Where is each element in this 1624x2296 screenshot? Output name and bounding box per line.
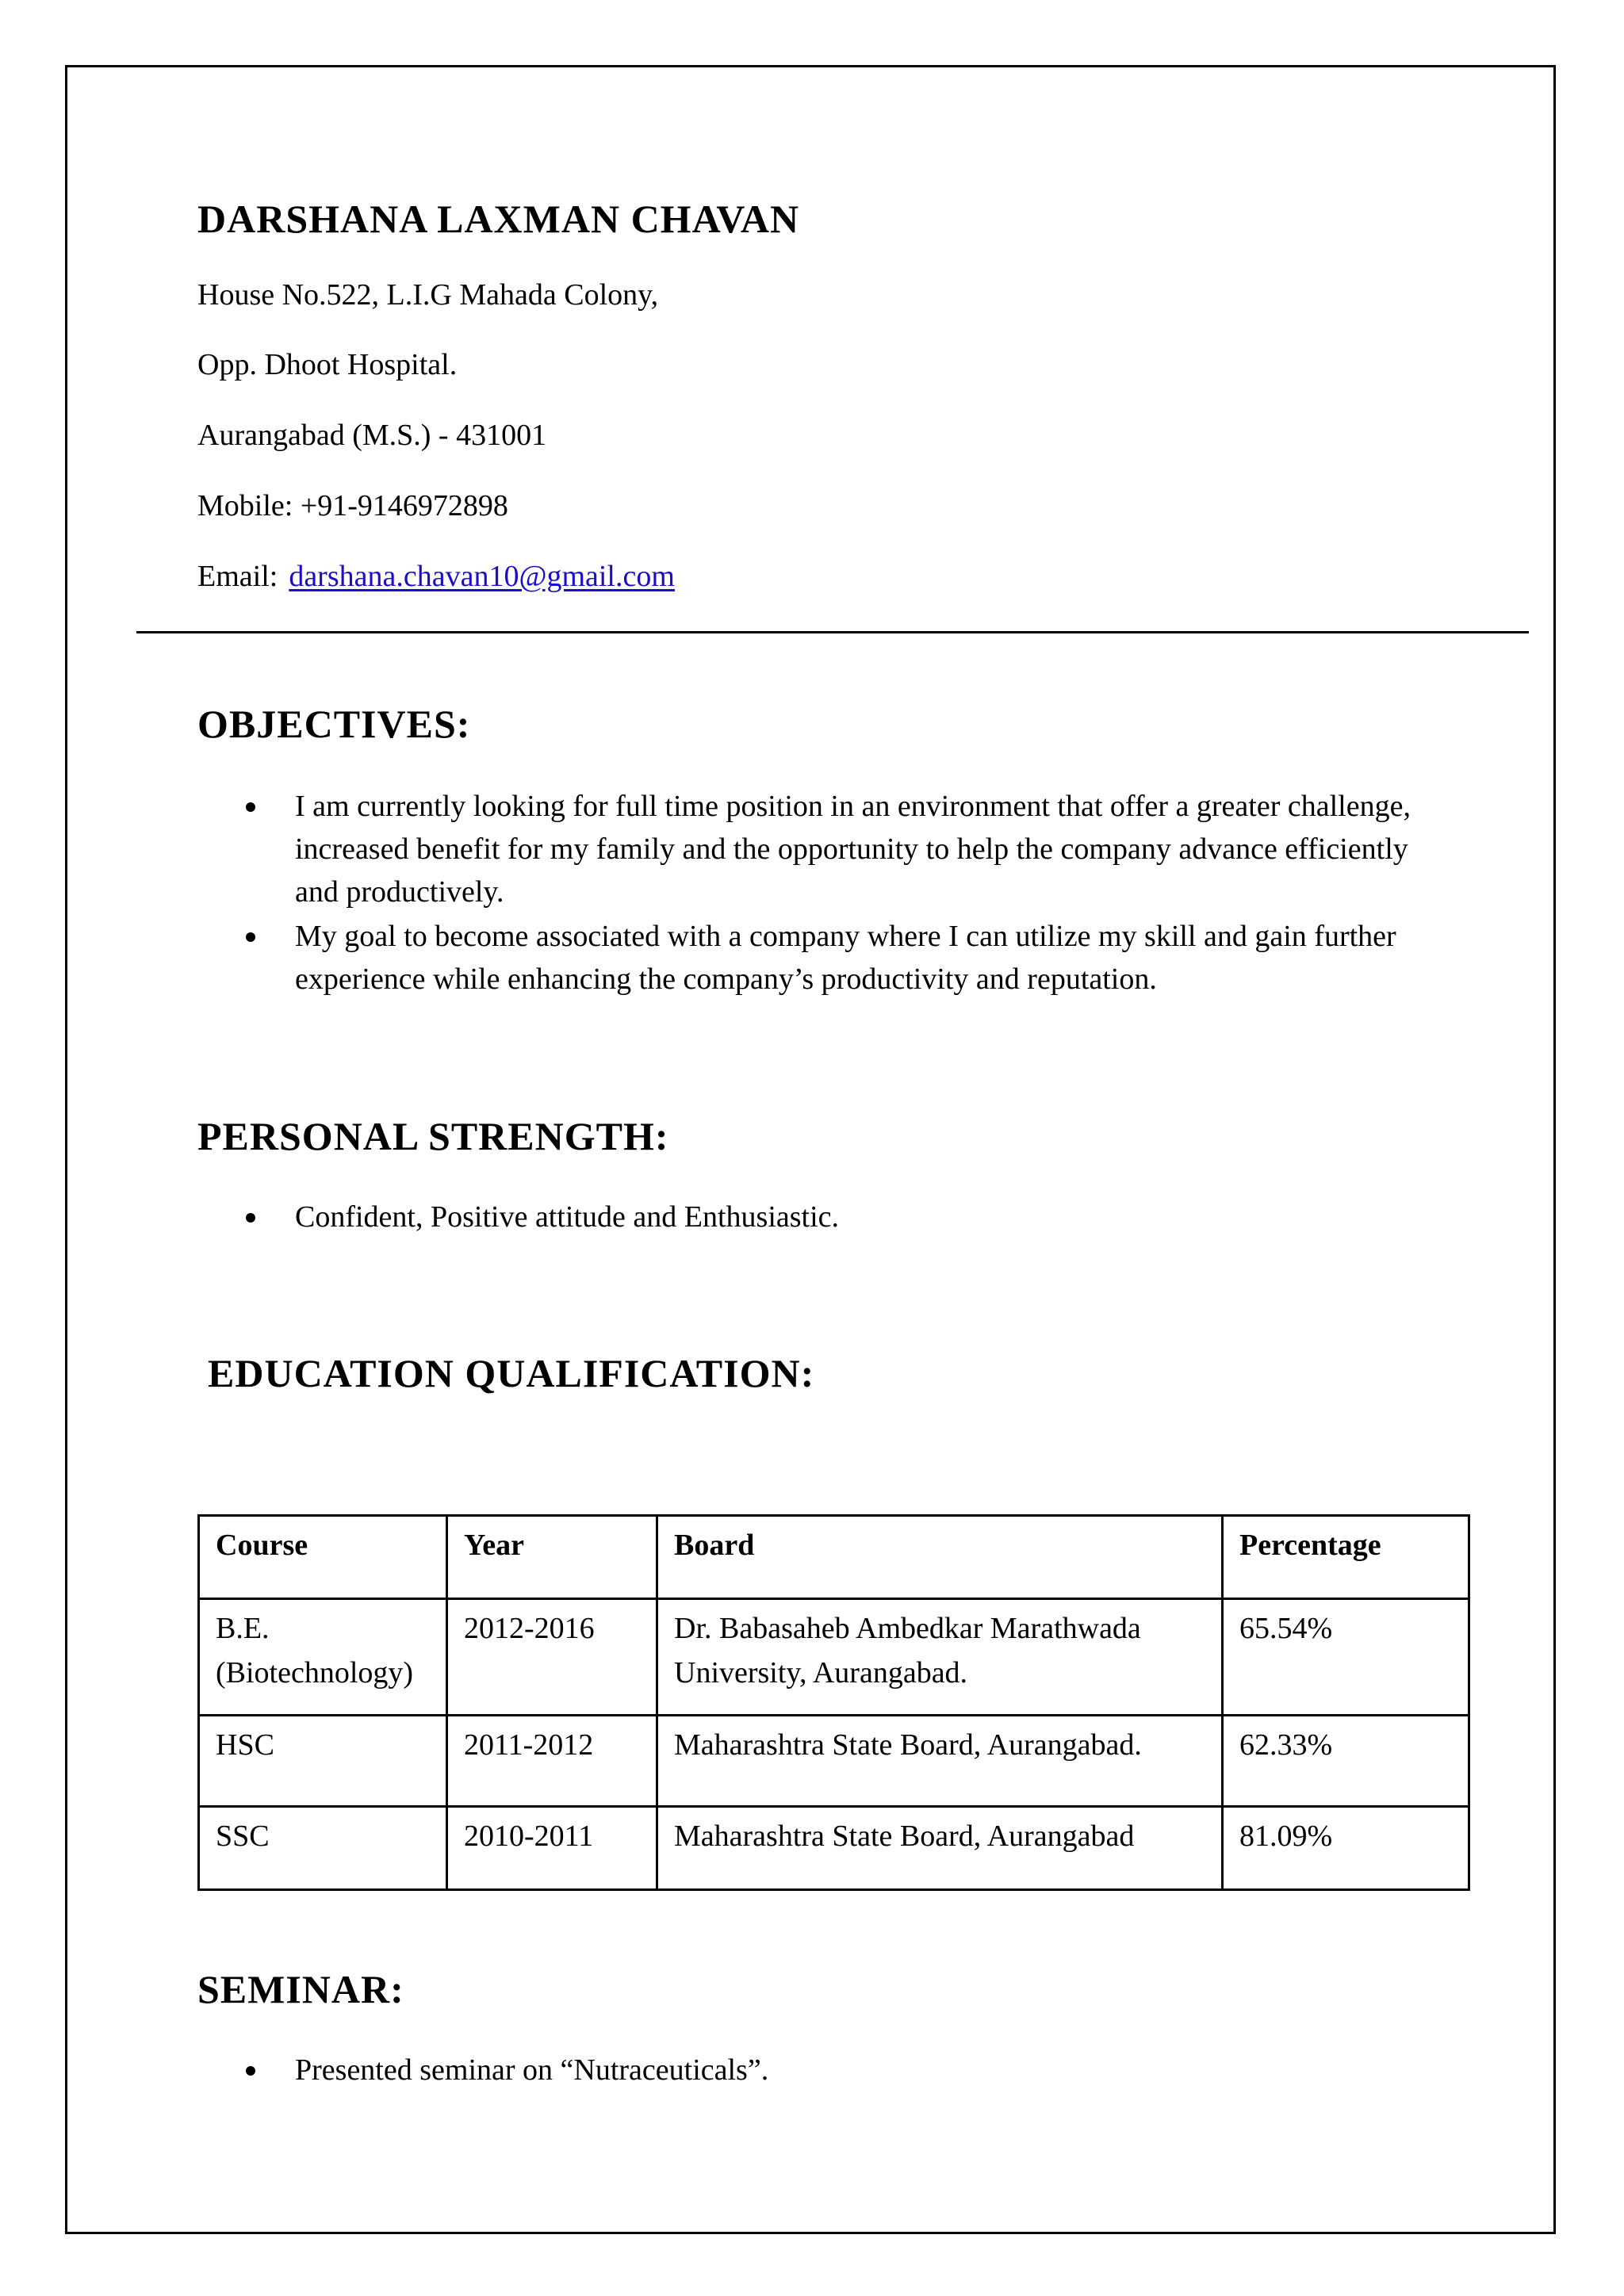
column-header-percentage: Percentage [1223,1516,1469,1599]
education-table [197,1514,1470,1891]
seminar-list [246,2049,1435,2091]
year-cell: 2012-2016 [447,1599,657,1716]
board-cell [657,1599,1223,1716]
table-row [199,1599,1469,1716]
column-header-year: Year [447,1516,657,1599]
objectives-list [246,785,1435,1001]
percentage-cell: 65.54% [1223,1599,1469,1716]
board-cell: Maharashtra State Board, Aurangabad [657,1807,1223,1890]
year-cell: 2011-2012 [447,1716,657,1807]
email-label: Email: [197,560,278,593]
bullet-icon [246,802,255,812]
email-link[interactable]: darshana.chavan10@gmail.com [289,560,675,593]
list-item [246,1196,1435,1238]
email-line [197,559,675,594]
course-cell: HSC [199,1716,447,1807]
board-line-1: Dr. Babasaheb Ambedkar Marathwada [674,1612,1141,1645]
address-line-2: Opp. Dhoot Hospital. [197,348,458,381]
percentage-cell: 62.33% [1223,1716,1469,1807]
address-line-3: Aurangabad (M.S.) - 431001 [197,419,547,452]
course-cell [199,1599,447,1716]
objective-text: My goal to become associated with a company where I can utilize my skill and gain further experience while enhancing the company’s productivity and reputation. [295,920,1396,996]
board-cell: Maharashtra State Board, Aurangabad. [657,1716,1223,1807]
list-item [246,785,1435,913]
table-row [199,1807,1469,1890]
list-item [246,2049,1435,2091]
course-cell: SSC [199,1807,447,1890]
percentage-cell: 81.09% [1223,1807,1469,1890]
candidate-name: DARSHANA LAXMAN CHAVAN [197,197,800,241]
bullet-icon [246,2066,255,2076]
mobile-number: Mobile: +91-9146972898 [197,489,508,522]
course-name: B.E. [216,1612,270,1645]
seminar-heading: SEMINAR: [197,1967,404,2011]
header-divider [136,631,1529,633]
table-header-row [199,1516,1469,1599]
strength-text: Confident, Positive attitude and Enthusiastic. [295,1200,840,1234]
objectives-heading: OBJECTIVES: [197,702,471,746]
strength-list [246,1196,1435,1238]
board-line-2: University, Aurangabad. [674,1656,968,1689]
personal-strength-heading: PERSONAL STRENGTH: [197,1114,669,1158]
bullet-icon [246,932,255,942]
education-heading: EDUCATION QUALIFICATION: [208,1351,815,1395]
address-line-1: House No.522, L.I.G Mahada Colony, [197,278,659,312]
bullet-icon [246,1213,255,1223]
table-row [199,1716,1469,1807]
seminar-text: Presented seminar on “Nutraceuticals”. [295,2053,769,2087]
year-cell: 2010-2011 [447,1807,657,1890]
objective-text: I am currently looking for full time position in an environment that offer a greater challenge, increased benefit for my family and the opportunity to help the company advance efficiently and productively. [295,790,1411,909]
column-header-board: Board [657,1516,1223,1599]
course-branch: (Biotechnology) [216,1656,414,1689]
column-header-course: Course [199,1516,447,1599]
list-item [246,915,1435,1001]
